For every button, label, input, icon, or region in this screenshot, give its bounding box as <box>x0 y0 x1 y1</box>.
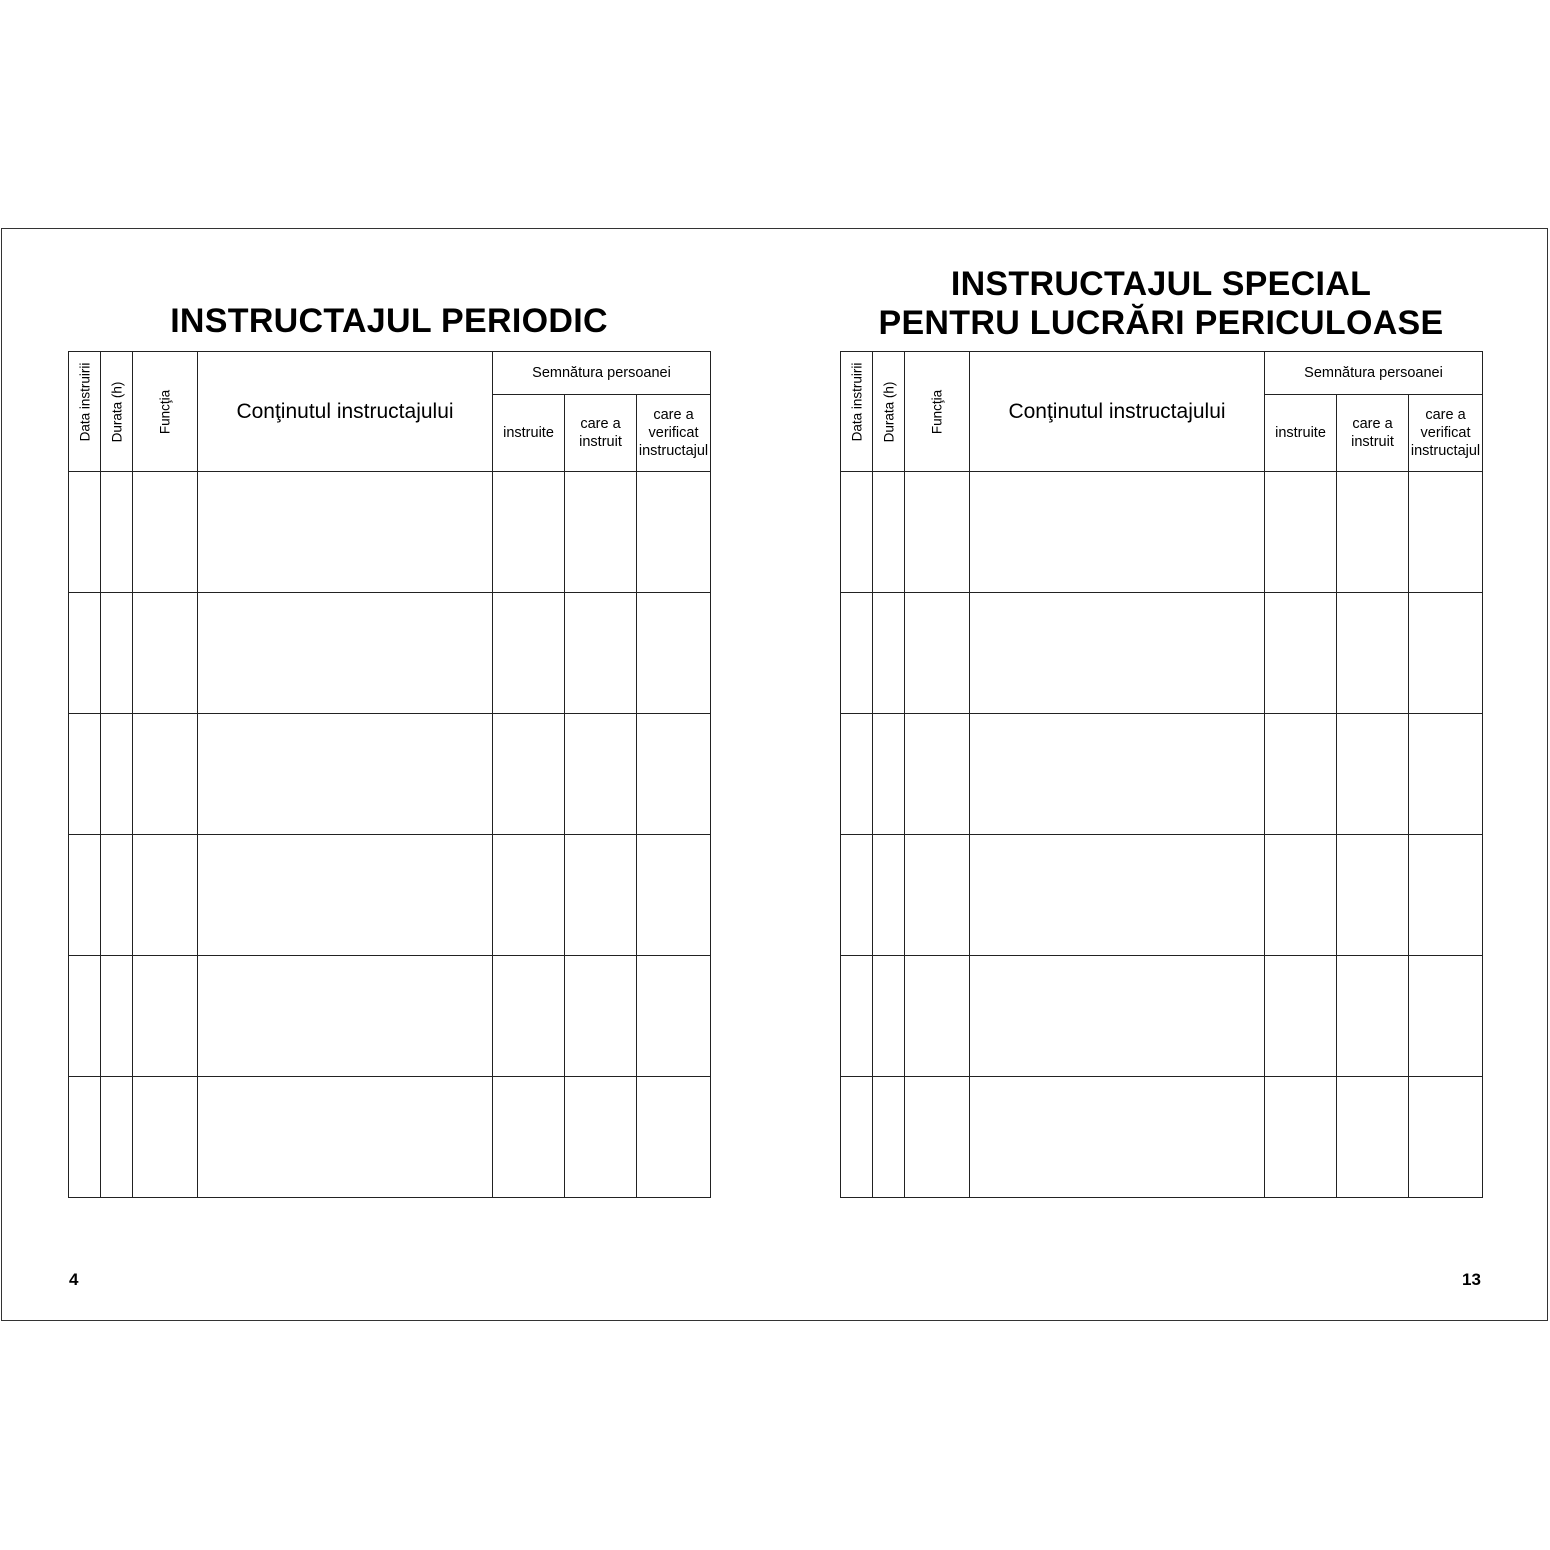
cell-signature-instructed[interactable] <box>1265 956 1337 1077</box>
header-signature-instructor: care a instruit <box>1337 395 1409 472</box>
cell-content[interactable] <box>970 593 1265 714</box>
cell-signature-instructor[interactable] <box>565 956 637 1077</box>
cell-signature-instructor[interactable] <box>565 1077 637 1198</box>
cell-content[interactable] <box>970 1077 1265 1198</box>
left-instruction-table <box>68 351 711 1198</box>
cell-signature-instructed[interactable] <box>493 593 565 714</box>
cell-signature-verifier[interactable] <box>1409 956 1483 1077</box>
cell-signature-instructed[interactable] <box>1265 714 1337 835</box>
cell-signature-instructor[interactable] <box>1337 472 1409 593</box>
cell-function[interactable] <box>133 956 198 1077</box>
header-signature-instructed: instruite <box>493 395 565 472</box>
header-duration: Durata (h) <box>101 352 133 472</box>
cell-duration[interactable] <box>873 593 905 714</box>
right-instruction-table <box>840 351 1483 1198</box>
cell-signature-instructed[interactable] <box>1265 1077 1337 1198</box>
cell-signature-instructor[interactable] <box>565 835 637 956</box>
cell-signature-instructor[interactable] <box>1337 956 1409 1077</box>
cell-duration[interactable] <box>873 1077 905 1198</box>
cell-signature-instructed[interactable] <box>493 956 565 1077</box>
table-row <box>841 714 1483 835</box>
header-function: Funcţia <box>905 352 970 472</box>
cell-date[interactable] <box>69 593 101 714</box>
header-content: Conţinutul instructajului <box>970 352 1265 472</box>
cell-date[interactable] <box>841 956 873 1077</box>
cell-function[interactable] <box>905 714 970 835</box>
cell-function[interactable] <box>133 714 198 835</box>
cell-signature-verifier[interactable] <box>1409 714 1483 835</box>
cell-function[interactable] <box>133 835 198 956</box>
cell-function[interactable] <box>133 1077 198 1198</box>
cell-date[interactable] <box>69 1077 101 1198</box>
cell-function[interactable] <box>133 472 198 593</box>
cell-signature-instructor[interactable] <box>1337 714 1409 835</box>
cell-content[interactable] <box>970 835 1265 956</box>
cell-content[interactable] <box>198 472 493 593</box>
right-page-number: 13 <box>1462 1270 1481 1289</box>
cell-signature-instructor[interactable] <box>1337 835 1409 956</box>
table-row <box>69 593 711 714</box>
left-table-body <box>69 472 711 1198</box>
cell-signature-verifier[interactable] <box>637 714 711 835</box>
cell-function[interactable] <box>133 593 198 714</box>
right-title-line-1: INSTRUCTAJUL SPECIAL <box>950 265 1372 303</box>
cell-signature-verifier[interactable] <box>1409 1077 1483 1198</box>
header-date: Data instruirii <box>841 352 873 472</box>
cell-signature-verifier[interactable] <box>637 593 711 714</box>
cell-content[interactable] <box>198 593 493 714</box>
cell-function[interactable] <box>905 835 970 956</box>
left-page-number: 4 <box>69 1270 79 1289</box>
left-page-title <box>68 302 710 341</box>
cell-duration[interactable] <box>873 956 905 1077</box>
right-table-body <box>841 472 1483 1198</box>
cell-duration[interactable] <box>873 835 905 956</box>
table-row <box>69 714 711 835</box>
cell-signature-verifier[interactable] <box>1409 593 1483 714</box>
table-row <box>69 1077 711 1198</box>
header-signature-group: Semnătura persoanei <box>1265 352 1483 395</box>
cell-date[interactable] <box>841 714 873 835</box>
cell-signature-instructor[interactable] <box>1337 1077 1409 1198</box>
cell-signature-verifier[interactable] <box>1409 835 1483 956</box>
cell-signature-instructed[interactable] <box>1265 472 1337 593</box>
cell-content[interactable] <box>198 714 493 835</box>
cell-content[interactable] <box>970 956 1265 1077</box>
cell-function[interactable] <box>905 956 970 1077</box>
header-signature-instructed: instruite <box>1265 395 1337 472</box>
cell-signature-instructed[interactable] <box>493 472 565 593</box>
table-row <box>841 1077 1483 1198</box>
cell-date[interactable] <box>69 835 101 956</box>
cell-signature-verifier[interactable] <box>637 956 711 1077</box>
cell-signature-instructor[interactable] <box>1337 593 1409 714</box>
cell-duration[interactable] <box>101 1077 133 1198</box>
cell-duration[interactable] <box>101 593 133 714</box>
header-date: Data instruirii <box>69 352 101 472</box>
cell-content[interactable] <box>198 956 493 1077</box>
cell-signature-verifier[interactable] <box>637 1077 711 1198</box>
right-page-title <box>840 265 1482 343</box>
cell-date[interactable] <box>841 472 873 593</box>
header-signature-verifier: care a verificat instructajul <box>1409 395 1483 472</box>
table-row <box>69 956 711 1077</box>
right-title-line-2: PENTRU LUCRĂRI PERICULOASE <box>878 304 1444 342</box>
cell-date[interactable] <box>69 472 101 593</box>
table-row <box>841 593 1483 714</box>
table-row <box>841 956 1483 1077</box>
cell-date[interactable] <box>841 593 873 714</box>
cell-signature-verifier[interactable] <box>637 835 711 956</box>
header-duration: Durata (h) <box>873 352 905 472</box>
cell-date[interactable] <box>69 956 101 1077</box>
table-row <box>841 835 1483 956</box>
cell-date[interactable] <box>69 714 101 835</box>
table-row <box>69 835 711 956</box>
cell-signature-instructor[interactable] <box>565 472 637 593</box>
header-function: Funcţia <box>133 352 198 472</box>
cell-signature-instructor[interactable] <box>565 593 637 714</box>
cell-signature-instructor[interactable] <box>565 714 637 835</box>
header-signature-verifier: care a verificat instructajul <box>637 395 711 472</box>
cell-duration[interactable] <box>101 956 133 1077</box>
cell-function[interactable] <box>905 472 970 593</box>
left-title-line-1: INSTRUCTAJUL PERIODIC <box>170 302 608 340</box>
header-signature-instructor: care a instruit <box>565 395 637 472</box>
cell-duration[interactable] <box>101 714 133 835</box>
header-signature-group: Semnătura persoanei <box>493 352 711 395</box>
cell-signature-instructed[interactable] <box>1265 593 1337 714</box>
cell-duration[interactable] <box>101 472 133 593</box>
table-row <box>69 472 711 593</box>
cell-date[interactable] <box>841 835 873 956</box>
cell-signature-instructed[interactable] <box>1265 835 1337 956</box>
table-row <box>841 472 1483 593</box>
cell-signature-verifier[interactable] <box>1409 472 1483 593</box>
cell-content[interactable] <box>198 1077 493 1198</box>
cell-content[interactable] <box>970 714 1265 835</box>
cell-content[interactable] <box>970 472 1265 593</box>
header-content: Conţinutul instructajului <box>198 352 493 472</box>
cell-function[interactable] <box>905 593 970 714</box>
cell-function[interactable] <box>905 1077 970 1198</box>
cell-duration[interactable] <box>873 472 905 593</box>
cell-signature-instructed[interactable] <box>493 1077 565 1198</box>
cell-signature-instructed[interactable] <box>493 835 565 956</box>
cell-signature-instructed[interactable] <box>493 714 565 835</box>
cell-duration[interactable] <box>101 835 133 956</box>
cell-duration[interactable] <box>873 714 905 835</box>
cell-date[interactable] <box>841 1077 873 1198</box>
cell-signature-verifier[interactable] <box>637 472 711 593</box>
cell-content[interactable] <box>198 835 493 956</box>
